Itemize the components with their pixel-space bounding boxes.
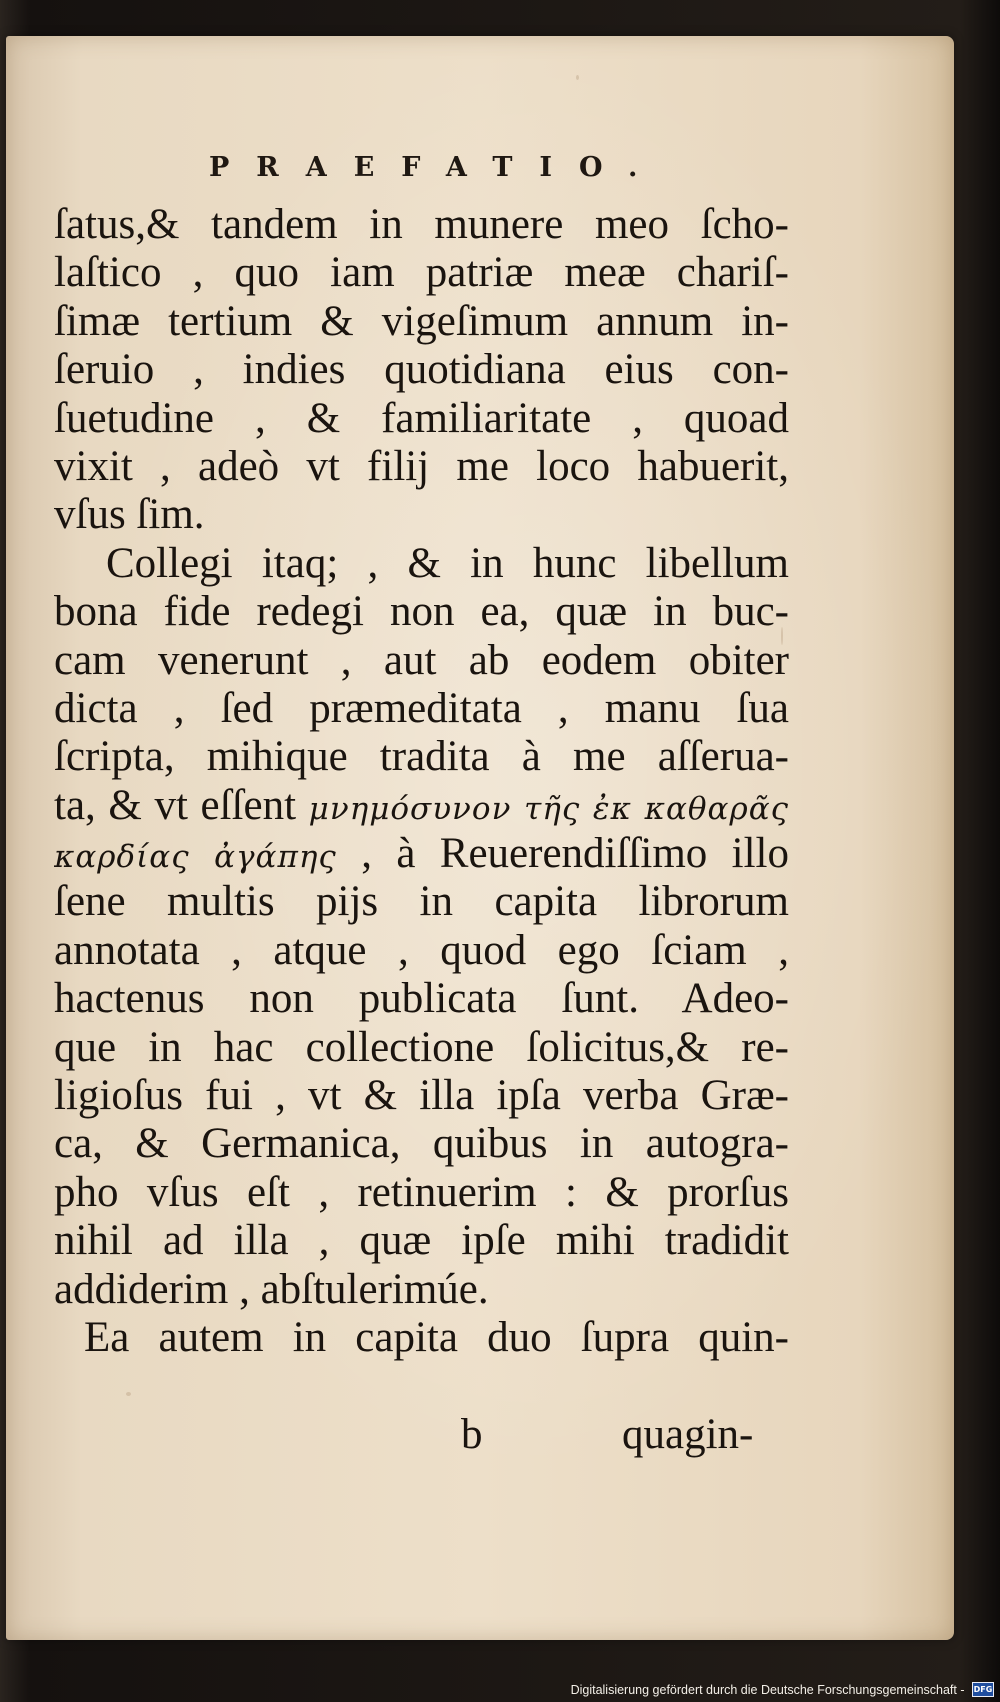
- text-line-11: dicta , ſed præmeditata , manu ſua: [54, 684, 789, 732]
- book-page: [6, 36, 954, 1640]
- text-line-1: ſatus,& tandem in munere meo ſcho-: [54, 201, 789, 248]
- text-line-13: [54, 782, 789, 830]
- text-line-5: ſuetudine , & familiaritate , quoad: [54, 394, 789, 442]
- text-line-15: ſene multis pijs in capita librorum: [54, 878, 789, 926]
- latin-text-block: [54, 201, 789, 1458]
- text-line-23: addiderim , abſtulerimúe.: [54, 1265, 489, 1313]
- text-line-4: ſeruio , indies quotidiana eius con-: [54, 346, 789, 394]
- funding-credit: Digitalisierung gefördert durch die Deutsche Forschungsgemeinschaft -: [570, 1682, 965, 1697]
- text-line-16: annotata , atque , quod ego ſciam ,: [54, 926, 789, 974]
- signature-mark: b: [461, 1411, 483, 1458]
- latin-phrase-continuation: , à Reuerendiſſimo illo: [361, 830, 789, 878]
- text-line-7: vſus ſim.: [54, 491, 205, 539]
- text-line-18: que in hac collectione ſolicitus,& re-: [54, 1023, 789, 1071]
- text-line-20: ca, & Germanica, quibus in autogra-: [54, 1120, 789, 1168]
- text-line-2: laſtico , quo iam patriæ meæ chariſ-: [54, 249, 789, 297]
- text-line-8: Collegi itaq; , & in hunc libellum: [106, 539, 789, 587]
- paper-speck: [126, 1392, 131, 1396]
- text-line-10: cam venerunt , aut ab eodem obiter: [54, 636, 789, 684]
- running-header: PRAEFATIO.: [209, 152, 665, 183]
- text-line-19: ligioſus fui , vt & illa ipſa verba Græ-: [54, 1072, 789, 1120]
- text-line-21: pho vſus eſt , retinuerim : & prorſus: [54, 1168, 789, 1216]
- greek-phrase-1: μνημόσυνον τῆς ἐκ καθαρᾶς: [308, 790, 789, 827]
- text-line-6: vixit , adeò vt filij me loco habuerit,: [54, 442, 789, 490]
- latin-phrase: ta, & vt eſſent: [54, 781, 297, 829]
- catchword: quagin-: [622, 1411, 754, 1458]
- text-line-14: [54, 830, 789, 878]
- dfg-logo-icon: DFG: [972, 1682, 994, 1697]
- text-line-9: bona fide redegi non ea, quæ in buc-: [54, 588, 789, 636]
- paper-speck: [576, 75, 579, 80]
- text-line-17: hactenus non publicata ſunt. Adeo-: [54, 975, 789, 1023]
- greek-phrase-2: καρδίας ἀγάπης: [54, 839, 337, 876]
- text-line-12: ſcripta, mihique tradita à me aſſerua-: [54, 733, 789, 781]
- text-line-22: nihil ad illa , quæ ipſe mihi tradidit: [54, 1217, 789, 1265]
- digitization-footer: [394, 1678, 994, 1700]
- text-line-24: Ea autem in capita duo ſupra quin-: [84, 1313, 789, 1361]
- text-line-3: ſimæ tertium & vigeſimum annum in-: [54, 297, 789, 345]
- page-bottom-marks: [54, 1411, 789, 1459]
